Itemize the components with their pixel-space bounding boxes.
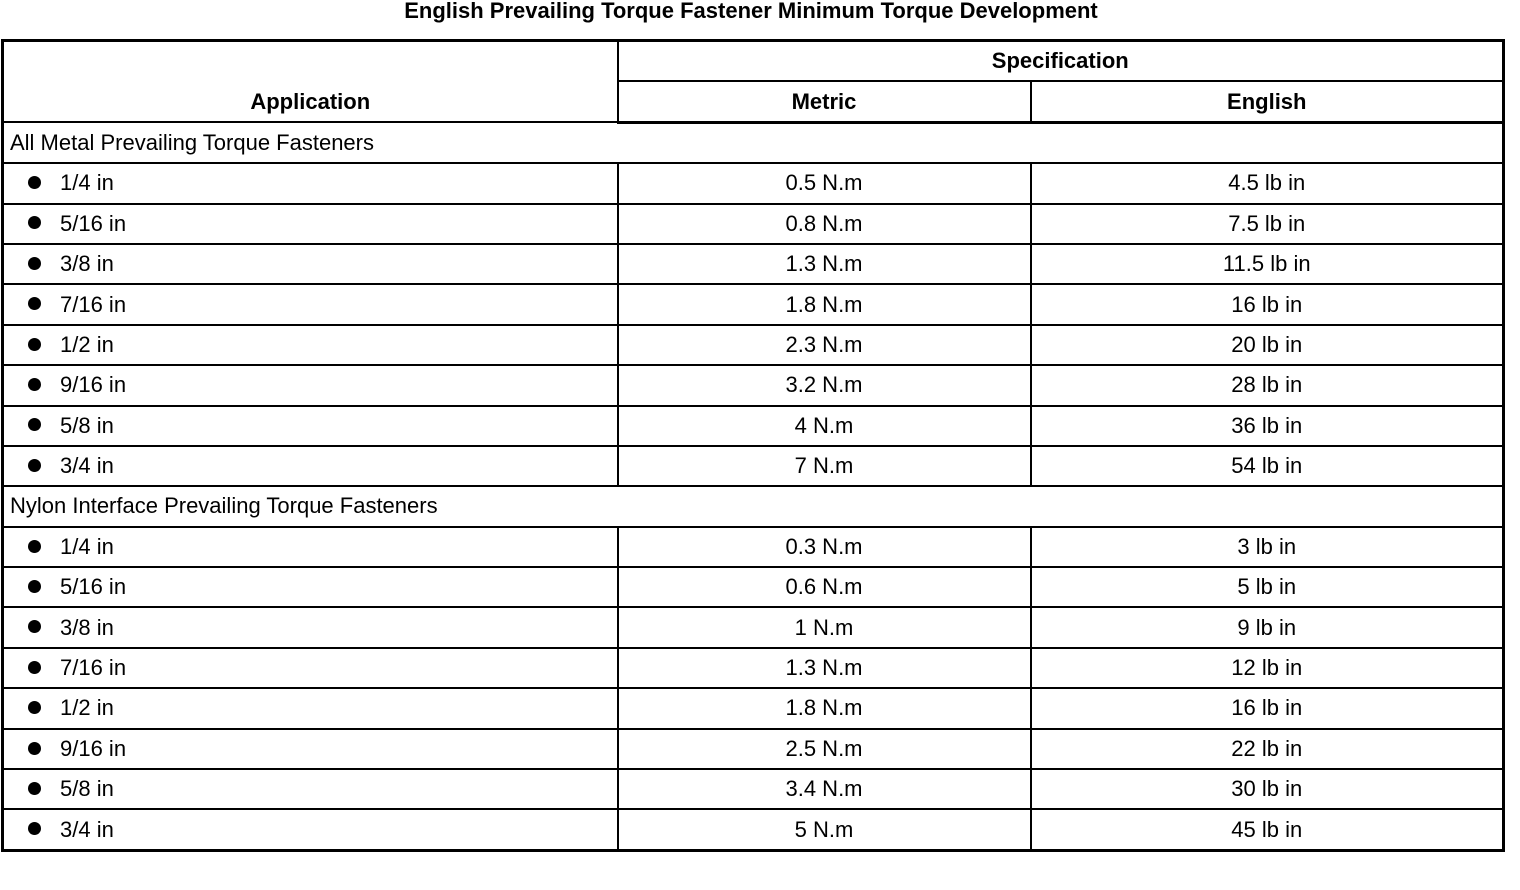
column-header-application: Application — [3, 41, 618, 123]
metric-value: 3.4 N.m — [618, 769, 1031, 809]
fastener-size: 1/4 in — [60, 533, 114, 559]
english-value: 12 lb in — [1031, 648, 1504, 688]
table-row — [3, 527, 1504, 567]
metric-value: 7 N.m — [618, 446, 1031, 486]
bullet-icon — [28, 216, 41, 229]
metric-value: 1.3 N.m — [618, 244, 1031, 284]
table-row — [3, 325, 1504, 365]
fastener-size-cell — [3, 688, 618, 728]
english-value: 4.5 lb in — [1031, 163, 1504, 203]
bullet-icon — [28, 580, 41, 593]
english-value: 5 lb in — [1031, 567, 1504, 607]
bullet-icon — [28, 257, 41, 270]
table-row — [3, 365, 1504, 405]
table-row — [3, 446, 1504, 486]
metric-value: 0.6 N.m — [618, 567, 1031, 607]
fastener-size: 7/16 in — [60, 291, 127, 317]
section-row — [3, 122, 1504, 163]
table-row — [3, 688, 1504, 728]
bullet-icon — [28, 297, 41, 310]
fastener-size: 7/16 in — [60, 655, 127, 681]
metric-value: 1 N.m — [618, 607, 1031, 647]
fastener-size-cell — [3, 244, 618, 284]
fastener-size-cell — [3, 729, 618, 769]
fastener-size: 5/8 in — [60, 776, 114, 802]
metric-value: 1.3 N.m — [618, 648, 1031, 688]
metric-value: 4 N.m — [618, 406, 1031, 446]
table-row — [3, 769, 1504, 809]
fastener-size: 3/8 in — [60, 614, 114, 640]
metric-value: 1.8 N.m — [618, 284, 1031, 324]
table-row — [3, 284, 1504, 324]
bullet-icon — [28, 176, 41, 189]
torque-spec-table — [1, 39, 1505, 852]
table-row — [3, 244, 1504, 284]
bullet-icon — [28, 701, 41, 714]
table-header — [3, 41, 1504, 123]
metric-value: 2.5 N.m — [618, 729, 1031, 769]
fastener-size-cell — [3, 607, 618, 647]
fastener-size-cell — [3, 567, 618, 607]
fastener-size-cell — [3, 809, 618, 850]
fastener-size: 3/8 in — [60, 251, 114, 277]
english-value: 45 lb in — [1031, 809, 1504, 850]
fastener-size-cell — [3, 769, 618, 809]
english-value: 3 lb in — [1031, 527, 1504, 567]
bullet-icon — [28, 782, 41, 795]
fastener-size-cell — [3, 406, 618, 446]
bullet-icon — [28, 620, 41, 633]
fastener-size: 1/4 in — [60, 170, 114, 196]
bullet-icon — [28, 822, 41, 835]
english-value: 7.5 lb in — [1031, 204, 1504, 244]
fastener-size-cell — [3, 284, 618, 324]
table-row — [3, 406, 1504, 446]
section-row — [3, 486, 1504, 526]
table-body — [3, 122, 1504, 850]
table-row — [3, 607, 1504, 647]
bullet-icon — [28, 742, 41, 755]
fastener-size-cell — [3, 648, 618, 688]
section-label: Nylon Interface Prevailing Torque Fasteners — [3, 486, 1504, 526]
english-value: 11.5 lb in — [1031, 244, 1504, 284]
bullet-icon — [28, 378, 41, 391]
column-header-metric: Metric — [618, 81, 1031, 122]
fastener-size-cell — [3, 163, 618, 203]
bullet-icon — [28, 338, 41, 351]
metric-value: 0.5 N.m — [618, 163, 1031, 203]
table-title: English Prevailing Torque Fastener Minimum Torque Development — [404, 0, 1098, 23]
fastener-size: 1/2 in — [60, 331, 114, 357]
table-row — [3, 729, 1504, 769]
column-header-specification: Specification — [618, 41, 1504, 82]
fastener-size: 5/8 in — [60, 412, 114, 438]
english-value: 9 lb in — [1031, 607, 1504, 647]
metric-value: 2.3 N.m — [618, 325, 1031, 365]
table-row — [3, 648, 1504, 688]
metric-value: 3.2 N.m — [618, 365, 1031, 405]
fastener-size: 5/16 in — [60, 210, 127, 236]
fastener-size: 5/16 in — [60, 574, 127, 600]
fastener-size-cell — [3, 204, 618, 244]
english-value: 36 lb in — [1031, 406, 1504, 446]
english-value: 22 lb in — [1031, 729, 1504, 769]
english-value: 30 lb in — [1031, 769, 1504, 809]
metric-value: 1.8 N.m — [618, 688, 1031, 728]
table-row — [3, 204, 1504, 244]
bullet-icon — [28, 459, 41, 472]
metric-value: 0.8 N.m — [618, 204, 1031, 244]
table-row — [3, 163, 1504, 203]
fastener-size-cell — [3, 325, 618, 365]
fastener-size: 3/4 in — [60, 816, 114, 842]
bullet-icon — [28, 540, 41, 553]
fastener-size-cell — [3, 446, 618, 486]
bullet-icon — [28, 661, 41, 674]
table-row — [3, 567, 1504, 607]
column-header-english: English — [1031, 81, 1504, 122]
fastener-size: 1/2 in — [60, 695, 114, 721]
fastener-size-cell — [3, 365, 618, 405]
fastener-size: 9/16 in — [60, 372, 127, 398]
bullet-icon — [28, 418, 41, 431]
english-value: 28 lb in — [1031, 365, 1504, 405]
fastener-size-cell — [3, 527, 618, 567]
metric-value: 0.3 N.m — [618, 527, 1031, 567]
english-value: 16 lb in — [1031, 284, 1504, 324]
fastener-size: 9/16 in — [60, 735, 127, 761]
english-value: 16 lb in — [1031, 688, 1504, 728]
fastener-size: 3/4 in — [60, 453, 114, 479]
english-value: 54 lb in — [1031, 446, 1504, 486]
table-row — [3, 809, 1504, 850]
section-label: All Metal Prevailing Torque Fasteners — [3, 122, 1504, 163]
metric-value: 5 N.m — [618, 809, 1031, 850]
english-value: 20 lb in — [1031, 325, 1504, 365]
